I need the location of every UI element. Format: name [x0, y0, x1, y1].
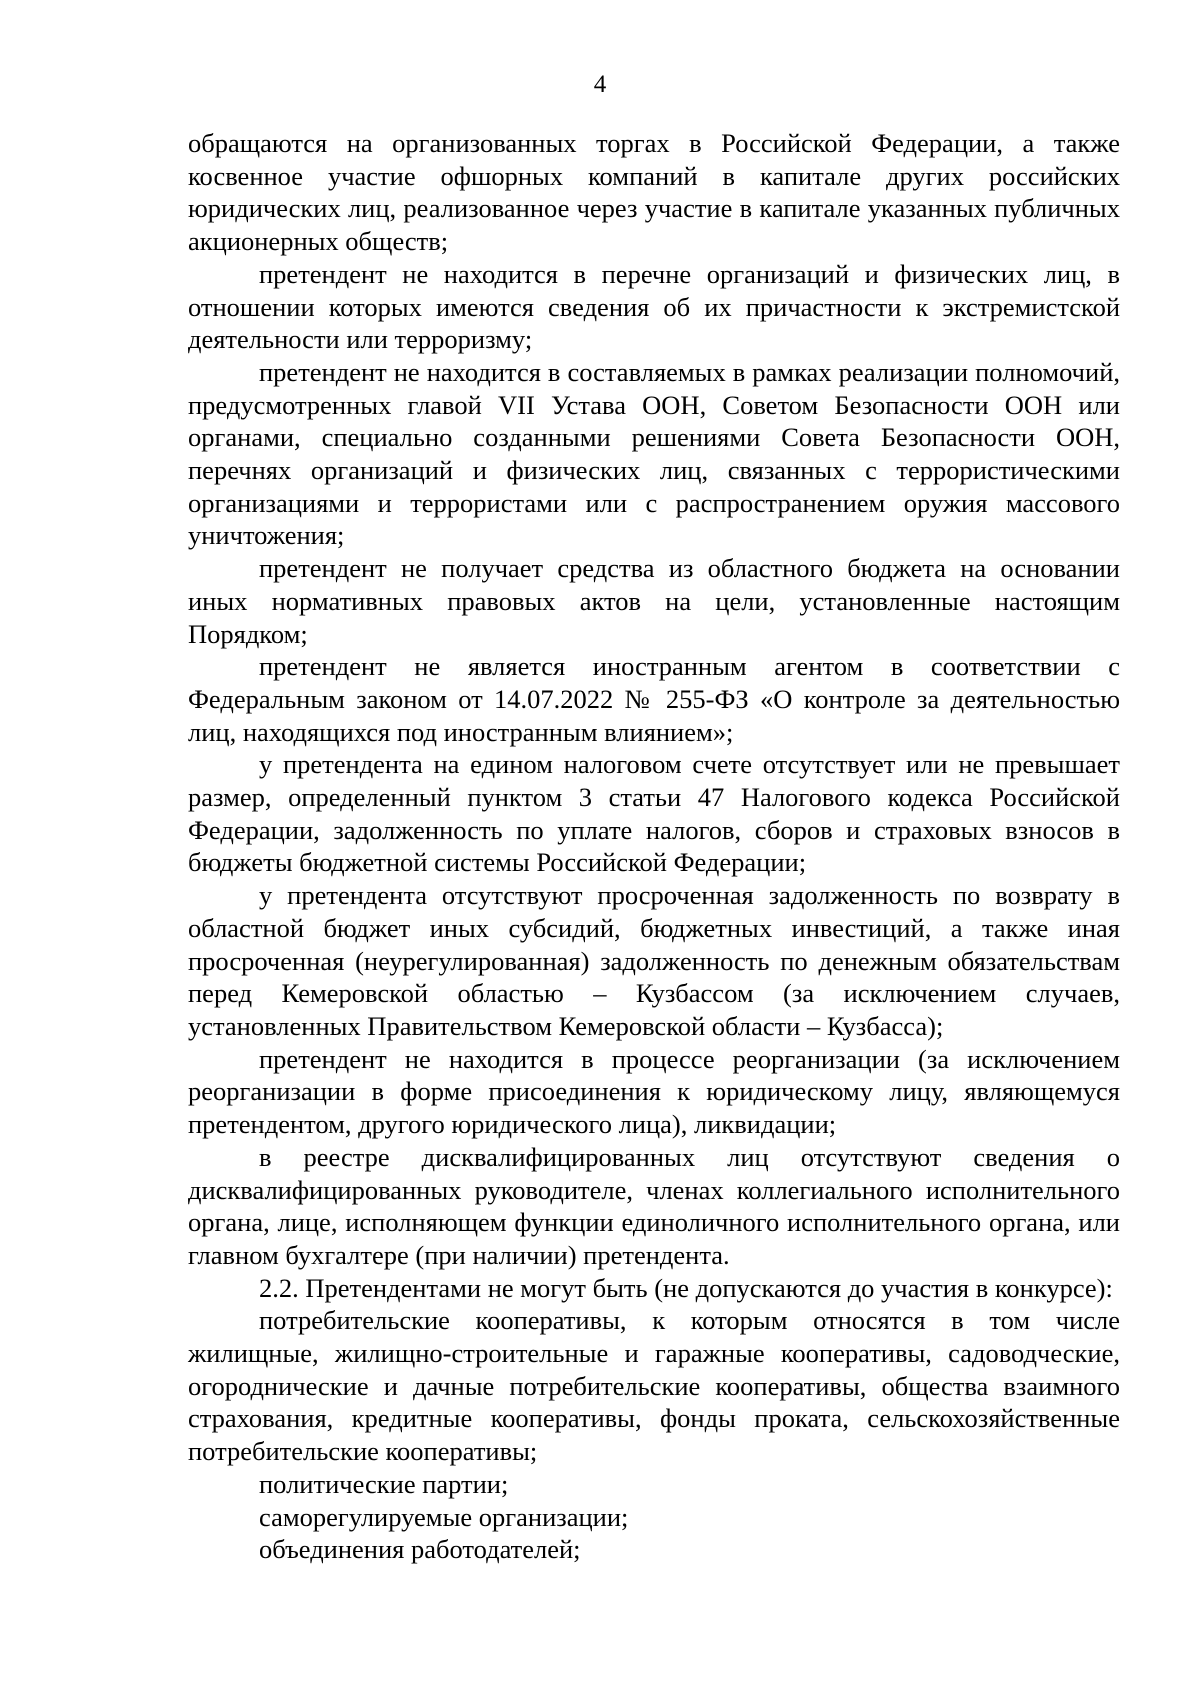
paragraph-disqualified-persons: в реестре дисквалифицированных лиц отсутствуют сведения о дисквалифицированных руководителе, членах коллегиального исполнительного органа, лице, исполняющем функции единоличного исполнительного органа, или главном бухгалтере (при наличии) претендента.	[188, 1141, 1120, 1270]
paragraph-employer-associations: объединения работодателей;	[259, 1534, 581, 1565]
paragraph-political-parties: политические партии;	[259, 1468, 509, 1499]
paragraph-tax-debt: у претендента на едином налоговом счете отсутствует или не превышает размер, определенный пунктом 3 статьи 47 Налогового кодекса Российской Федерации, задолженность по уплате налогов, сборов и страховых взносов в бюджеты бюджетной системы Российской Федерации;	[188, 749, 1120, 878]
paragraph-self-regulatory-organizations: саморегулируемые организации;	[259, 1501, 629, 1532]
paragraph-regional-budget-funds: претендент не получает средства из областного бюджета на основании иных нормативных правовых актов на цели, установленные настоящим Порядком;	[188, 553, 1120, 649]
document-body	[188, 127, 1120, 1566]
paragraph-reorganization: претендент не находится в процессе реорганизации (за исключением реорганизации в форме присоединения к юридическому лицу, являющемуся претендентом, другого юридического лица), ликвидации;	[188, 1043, 1120, 1140]
paragraph-consumer-cooperatives: потребительские кооперативы, к которым относятся в том числе жилищные, жилищно-строительные и гаражные кооперативы, садоводческие, огороднические и дачные потребительские кооперативы, общества взаимного страхования, кредитные кооперативы, фонды проката, сельскохозяйственные потребительские кооперативы;	[188, 1305, 1120, 1467]
paragraph-section-2-2: 2.2. Претендентами не могут быть (не допускаются до участия в конкурсе):	[259, 1272, 1113, 1303]
paragraph-extremism-list: претендент не находится в перечне организаций и физических лиц, в отношении которых имеются сведения об их причастности к экстремистской деятельности или терроризму;	[188, 258, 1120, 355]
page-number: 4	[593, 71, 607, 98]
paragraph-overdue-debt: у претендента отсутствуют просроченная задолженность по возврату в областной бюджет иных субсидий, бюджетных инвестиций, а также иная просроченная (неурегулированная) задолженность по денежным обязательствам перед Кемеровской областью – Кузбассом (за исключением случаев, установленных Правительством Кемеровской области – Кузбасса);	[188, 880, 1120, 1041]
paragraph-foreign-agent: претендент не является иностранным агентом в соответствии с Федеральным законом от 14.07.2022 № 255-ФЗ «О контроле за деятельностью лиц, находящихся под иностранным влиянием»;	[188, 651, 1120, 747]
paragraph-un-sanctions-list: претендент не находится в составляемых в рамках реализации полномочий, предусмотренных главой VII Устава ООН, Советом Безопасности ООН или органами, специально созданными решениями Совета Безопасности ООН, перечнях организаций и физических лиц, связанных с террористическими организациями и террористами или с распространением оружия массового уничтожения;	[188, 356, 1120, 551]
paragraph-continuation-offshore: обращаются на организованных торгах в Российской Федерации, а также косвенное участие офшорных компаний в капитале других российских юридических лиц, реализованное через участие в капитале указанных публичных акционерных обществ;	[188, 128, 1120, 257]
